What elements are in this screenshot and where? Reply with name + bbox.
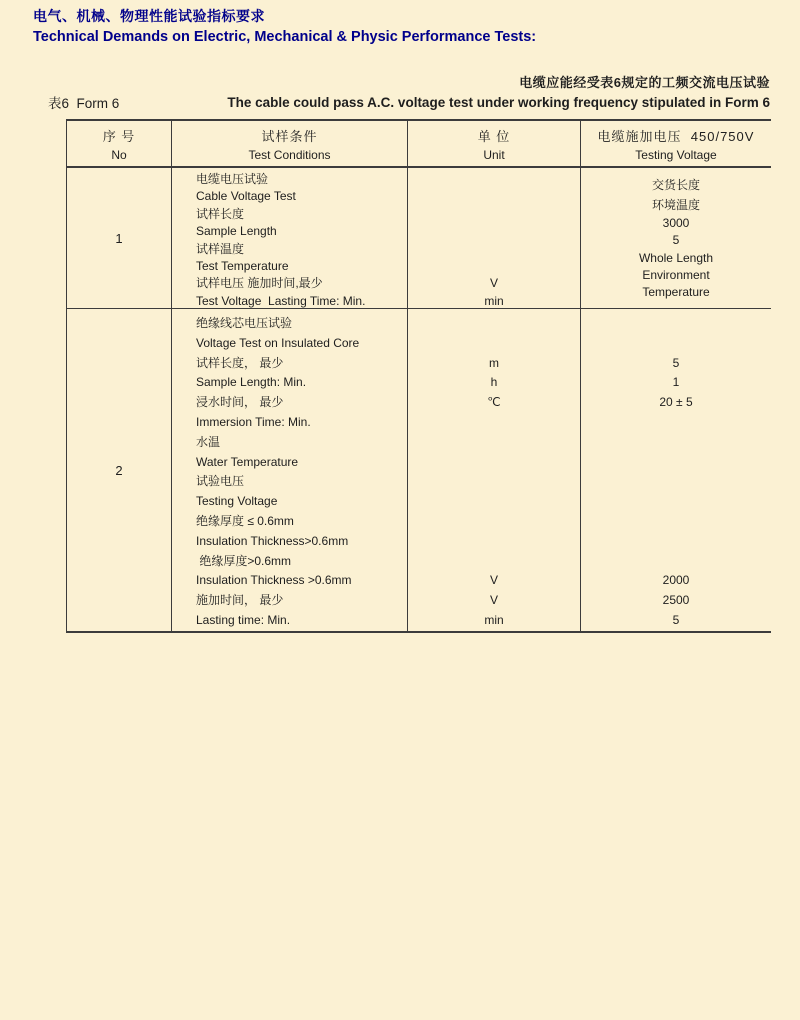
testing-voltage-value: 2000 [662, 573, 690, 588]
row-number: 1 [67, 168, 172, 308]
testing-voltage-value [581, 472, 771, 492]
condition-line: 施加时间， 最少 [196, 593, 284, 608]
unit-value [408, 206, 580, 223]
table-caption-en: The cable could pass A.C. voltage test under working frequency stipulated in Form 6 [227, 95, 770, 110]
unit-value [408, 532, 580, 552]
condition-line: Testing Voltage [196, 494, 278, 509]
condition-line: Voltage Test on Insulated Core [196, 335, 360, 350]
unit-value [408, 171, 580, 188]
condition-line: 试样长度 [196, 206, 245, 221]
testing-voltage-value: 3000 [662, 216, 690, 231]
unit-value: h [490, 375, 498, 390]
table-body [67, 168, 771, 631]
table-header-row [67, 121, 771, 168]
column-header-conditions-en: Test Conditions [248, 147, 331, 162]
column-header-voltage [581, 121, 771, 166]
condition-line: Insulation Thickness >0.6mm [196, 573, 352, 588]
unit-value: V [489, 276, 498, 291]
unit-value: V [489, 573, 498, 588]
testing-voltage-value [581, 334, 771, 354]
column-header-no-en: No [111, 147, 127, 162]
condition-line: Sample Length [196, 224, 277, 239]
condition-line: 浸水时间， 最少 [196, 395, 284, 410]
unit-value: ℃ [487, 395, 501, 410]
condition-line: 绝缘厚度>0.6mm [196, 553, 292, 568]
condition-line: Test Voltage Lasting Time: Min. [196, 293, 366, 308]
condition-line: Sample Length: Min. [196, 375, 307, 390]
unit-value [408, 492, 580, 512]
form-label: 表6 Form 6 [48, 96, 120, 111]
condition-line: 电缆电压试验 [196, 172, 269, 186]
unit-value [408, 552, 580, 572]
table-caption-zh: 电缆应能经受表6规定的工频交流电压试验 [519, 75, 770, 90]
condition-line: Cable Voltage Test [196, 189, 296, 204]
unit-value: m [489, 355, 499, 370]
testing-voltage-value: 5 [672, 612, 680, 627]
unit-value [408, 258, 580, 275]
condition-line: 试样温度 [196, 241, 245, 256]
testing-voltage-value [581, 413, 771, 433]
testing-voltage-cell [581, 168, 771, 308]
column-header-conditions-zh: 试样条件 [261, 128, 318, 144]
unit-value [408, 512, 580, 532]
testing-voltage-value: Temperature [642, 284, 710, 299]
column-header-voltage-en: Testing Voltage [635, 147, 717, 162]
page-title [33, 7, 536, 47]
testing-voltage-value [581, 552, 771, 572]
testing-voltage-value [581, 492, 771, 512]
condition-line: 绝缘厚度 ≤ 0.6mm [196, 513, 294, 528]
testing-voltage-value: 1 [672, 375, 680, 390]
unit-value [408, 433, 580, 453]
table-row [67, 309, 771, 631]
column-header-no-zh: 序 号 [102, 128, 136, 144]
testing-voltage-value [581, 532, 771, 552]
testing-voltage-value: Environment [642, 267, 710, 282]
testing-voltage-value: 20 ± 5 [659, 395, 693, 410]
testing-voltage-value: 5 [672, 355, 680, 370]
testing-voltage-value: 环境温度 [651, 198, 700, 213]
column-header-voltage-zh: 电缆施加电压 450/750V [597, 128, 755, 144]
table-row [67, 168, 771, 309]
column-header-unit-zh: 单 位 [477, 128, 511, 144]
unit-value: V [489, 593, 498, 608]
unit-value [408, 334, 580, 354]
testing-voltage-value: 2500 [662, 593, 690, 608]
conditions-cell [172, 309, 408, 631]
condition-line: Water Temperature [196, 454, 299, 469]
testing-voltage-cell [581, 309, 771, 631]
table-caption [227, 74, 770, 111]
unit-value [408, 314, 580, 334]
unit-value [408, 472, 580, 492]
condition-line: Lasting time: Min. [196, 612, 291, 627]
row-number: 2 [67, 309, 172, 631]
condition-line: Immersion Time: Min. [196, 414, 311, 429]
performance-test-table [66, 119, 771, 633]
condition-line: Insulation Thickness>0.6mm [196, 533, 349, 548]
condition-line: 试验电压 [196, 474, 245, 489]
page-title-zh: 电气、机械、物理性能试验指标要求 [33, 8, 265, 24]
column-header-unit [408, 121, 581, 166]
unit-value [408, 223, 580, 240]
unit-value [408, 241, 580, 258]
column-header-no [67, 121, 172, 166]
condition-line: 试样电压 施加时间,最少 [196, 276, 323, 291]
testing-voltage-value [581, 453, 771, 473]
testing-voltage-value: 交货长度 [651, 178, 700, 192]
unit-cell [408, 309, 581, 631]
unit-value [408, 188, 580, 205]
unit-cell [408, 168, 581, 308]
page-title-en: Technical Demands on Electric, Mechanical & Physic Performance Tests: [33, 29, 537, 45]
unit-value [408, 453, 580, 473]
testing-voltage-value [581, 433, 771, 453]
column-header-conditions [172, 121, 408, 166]
condition-line: Test Temperature [196, 259, 289, 274]
unit-value: min [484, 293, 504, 308]
testing-voltage-value: 5 [672, 233, 680, 248]
conditions-cell [172, 168, 408, 308]
testing-voltage-value [581, 314, 771, 334]
unit-value: min [484, 612, 504, 627]
unit-value [408, 413, 580, 433]
condition-line: 绝缘线芯电压试验 [196, 316, 293, 330]
condition-line: 水温 [196, 434, 221, 449]
condition-line: 试样长度， 最少 [196, 355, 284, 370]
column-header-unit-en: Unit [483, 147, 505, 162]
testing-voltage-value: Whole Length [638, 250, 714, 265]
testing-voltage-value [581, 512, 771, 532]
